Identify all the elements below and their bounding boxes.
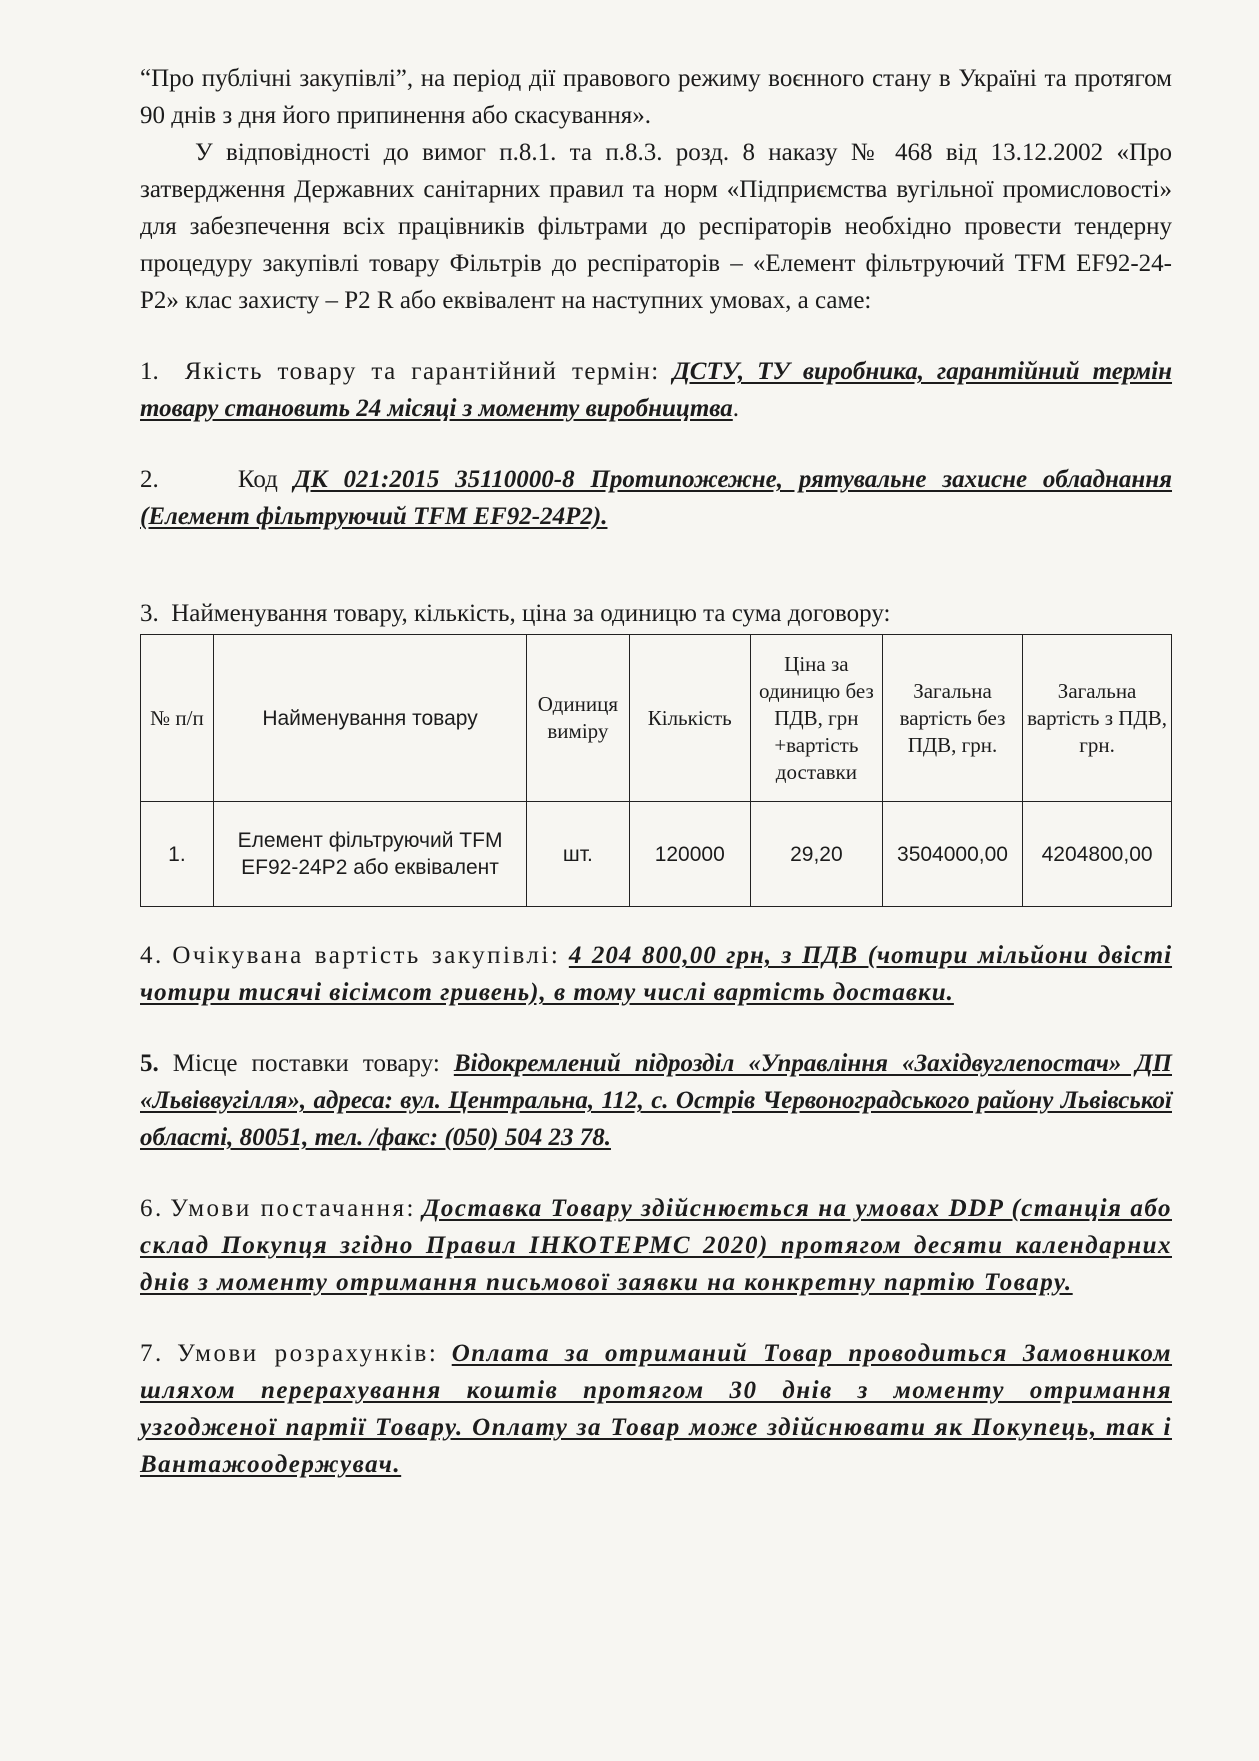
item-3 (140, 595, 1172, 632)
col-header-unit: Одиниця виміру (527, 635, 629, 802)
item-label: Умови постачання: (170, 1195, 416, 1222)
item-value: 4 204 800,00 грн, з ПДВ (чотири мільйони двісті чотири тисячі вісімсот гривень), в тому числі вартість доставки. (140, 942, 1173, 1006)
cell-unit: шт. (527, 802, 629, 907)
cell-price: 29,20 (750, 802, 882, 907)
item-label: Якість товару та гарантійний термін: (184, 358, 660, 385)
item-number: 1. (140, 358, 159, 385)
col-header-price: Ціна за одиницю без ПДВ, грн +вартість доставки (750, 635, 882, 802)
item-7 (140, 1335, 1172, 1483)
item-value: Оплата за отриманий Товар проводиться Замовником шляхом перерахування коштів протягом 30 днів з моменту отримання узгодженої партії Товару. Оплату за Товар може здійснювати як Покупець, так і Вантажоодержувач. (140, 1340, 1173, 1478)
item-value: Доставка Товару здійснюється на умовах DDP (станція або склад Покупця згідно Правил ІНКОТЕРМС 2020) протягом десяти календарних днів з моменту отримання письмової заявки на конкретну партію Товару. (140, 1195, 1172, 1296)
item-5 (140, 1045, 1172, 1156)
col-header-qty: Кількість (629, 635, 750, 802)
item-6 (140, 1190, 1172, 1301)
col-header-num: № п/п (141, 635, 214, 802)
item-number: 4. (140, 942, 164, 969)
item-value: Відокремлений підрозділ «Управління «Західвуглепостач» ДП «Львіввугілля», адреса: вул. Центральна, 112, с. Острів Червоноградського району Львівської області, 80051, тел. /факс: (050) 504 23 78. (140, 1050, 1172, 1151)
cell-total-vat: 4204800,00 (1023, 802, 1172, 907)
item-label: Умови розрахунків: (177, 1340, 439, 1367)
item-label: Код (237, 466, 278, 493)
item-label: Місце поставки товару: (172, 1050, 440, 1077)
item-number: 5. (140, 1050, 159, 1077)
item-number: 3. (140, 600, 159, 627)
goods-table (140, 634, 1172, 907)
item-number: 6. (140, 1195, 164, 1222)
table-header-row (141, 635, 1172, 802)
col-header-total-vat: Загальна вартість з ПДВ, грн. (1023, 635, 1172, 802)
item-label: Найменування товару, кількість, ціна за одиницю та сума договору: (171, 600, 891, 627)
item-2 (140, 461, 1172, 535)
item-value: ДК 021:2015 35110000-8 Протипожежне, рятувальне захисне обладнання (Елемент фільтруючий TFM EF92-24P2). (140, 466, 1173, 530)
cell-num: 1. (141, 802, 214, 907)
table-row (141, 802, 1172, 907)
item-4 (140, 937, 1172, 1011)
cell-name: Елемент фільтруючий TFM EF92-24P2 або еквівалент (213, 802, 526, 907)
intro-paragraph-1: “Про публічні закупівлі”, на період дії правового режиму воєнного стану в Україні та протягом 90 днів з дня його припинення або скасування». (140, 65, 1172, 129)
document-page (140, 60, 1172, 1483)
cell-qty: 120000 (629, 802, 750, 907)
item-value: ДСТУ, ТУ виробника, гарантійний термін товару становить 24 місяці з моменту виробництва (140, 358, 1173, 422)
intro-paragraph-2: У відповідності до вимог п.8.1. та п.8.3. розд. 8 наказу № 468 від 13.12.2002 «Про затвердження Державних санітарних правил та норм «Підприємства вугільної промисловості» для забезпечення всіх працівників фільтрами до респіраторів необхідно провести тендерну процедуру закупівлі товару Фільтрів до респіраторів – «Елемент фільтруючий TFM EF92-24-P2» клас захисту – P2 R або еквівалент на наступних умовах, а саме: (140, 139, 1172, 314)
cell-total-no-vat: 3504000,00 (882, 802, 1022, 907)
col-header-name: Найменування товару (213, 635, 526, 802)
item-number: 2. (140, 466, 159, 493)
item-label: Очікувана вартість закупівлі: (172, 942, 561, 969)
col-header-total-no-vat: Загальна вартість без ПДВ, грн. (882, 635, 1022, 802)
item-number: 7. (140, 1340, 164, 1367)
item-1: 1. Якість товару та гарантійний термін: ДСТУ, ТУ виробника, гарантійний термін товару становить 24 місяці з моменту виробництва. (140, 358, 1173, 422)
